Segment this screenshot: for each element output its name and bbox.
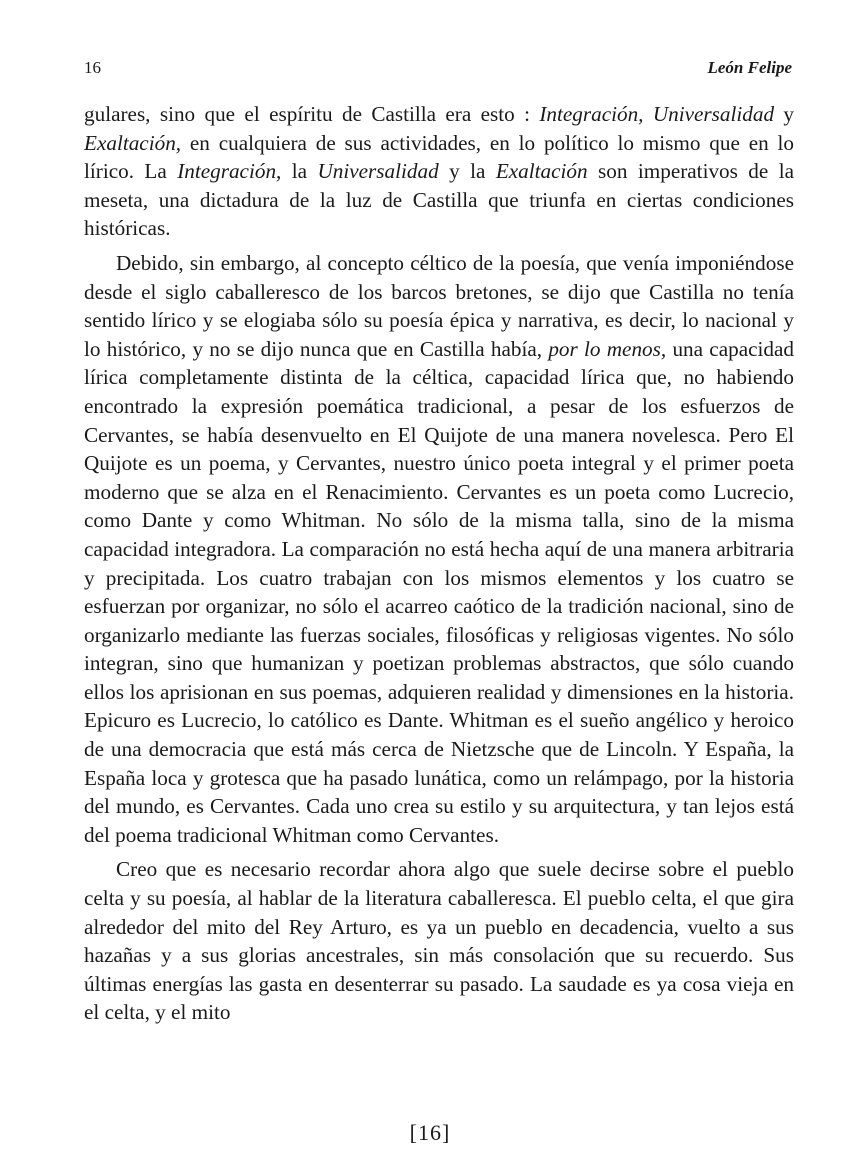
italic-run: Integración, Universalidad [539,102,775,126]
italic-run: Exaltación [495,159,588,184]
italic-run: Integración, [177,159,282,184]
text-run: gulares, sino que el espíritu de Castilla era esto : [84,102,540,126]
paragraph-2 [84,249,794,849]
italic-run: Exaltación, [84,130,182,155]
page-number-bottom: [16] [409,1120,451,1145]
running-head [84,58,792,82]
italic-run: por lo menos, [548,336,667,361]
text-run: Debido, sin embargo, al concepto céltico de la poesía, que venía imponiéndose desde el siglo caballeresco de los barcos bretones, se dijo que Castilla no tenía sentido lírico y se elogiaba sólo su poesía épica y narrativa, es decir, lo nacional y lo histórico, y no se dijo nunca que en Castilla había, [84,250,794,361]
paragraph-1 [84,100,794,243]
page-number-top: 16 [84,58,101,77]
text-run: son imperativos de la meseta, una dictadura de la luz de Castilla que triunfa en ciertas condiciones históricas. [84,159,794,241]
text-run: una capacidad lírica completamente distinta de la céltica, capacidad lírica que, no habiendo encontrado la expresión poemática tradicional, a pesar de los esfuerzos de Cervantes, se había desenvuelto en El Quijote de una manera novelesca. Pero El Quijote es un poema, y Cervantes, nuestro único poeta integral y el primer poeta moderno que se alza en el Renacimiento. Cervantes es un poeta como Lucrecio, como Dante y como Whitman. No sólo de la misma talla, sino de la misma capacidad integradora. La comparación no está hecha aquí de una manera arbitraria y precipitada. Los cuatro trabajan con los mismos elementos y los cuatro se esfuerzan por organizar, no sólo el acarreo caótico de la tradición nacional, sino de organizarlo mediante las fuerzas sociales, filosóficas y religiosas vigentes. No sólo integran, sino que humanizan y poetizan problemas abstractos, que sólo cuando ellos los aprisionan en sus poemas, adquieren realidad y dimensiones en la historia. Epicuro es Lucrecio, lo católico es Dante. Whitman es el sueño angélico y heroico de una democracia que está más cerca de Nietzsche que de Lincoln. Y España, la España loca y grotesca que ha pasado lunática, como un relámpago, por la historia del mundo, es Cervantes. Cada uno crea su estilo y su arquitectura, y tan lejos está del poema tradicional Whitman como Cervantes. [84,336,794,847]
text-run: Creo que es necesario recordar ahora algo que suele decirse sobre el pueblo celta y su poesía, al hablar de la literatura caballeresca. El pueblo celta, el que gira alrededor del mito del Rey Arturo, es ya un pueblo en decadencia, vuelto a sus hazañas y a sus glorias ancestrales, sin más consolación que su recuerdo. Sus últimas energías las gasta en desenterrar su pasado. La saudade es ya cosa vieja en el celta, y el mito [84,857,794,1025]
paragraph-3 [84,855,794,1027]
author-name: León Felipe [707,58,792,77]
text-run: y la [438,159,496,184]
text-run: la [281,159,318,184]
italic-run: Universalidad [317,159,439,184]
body-text [84,100,794,1027]
text-run: y [774,102,795,126]
text-run: en cualquiera de sus actividades, en lo político lo mismo que en lo lírico. La [84,130,794,184]
